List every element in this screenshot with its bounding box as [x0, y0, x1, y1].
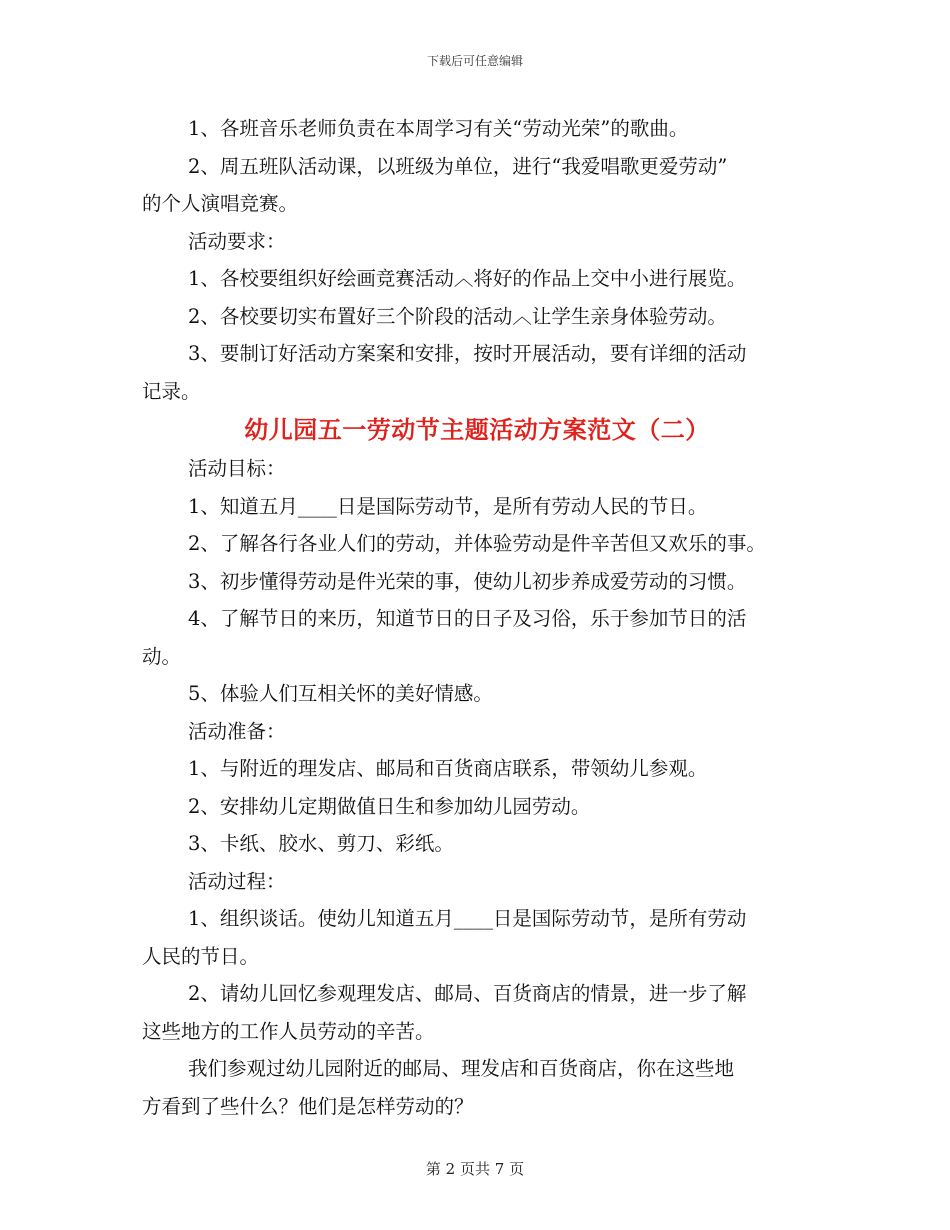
paragraph-continuation: 的个人演唱竞赛。: [142, 192, 299, 215]
section-label: 活动过程：: [188, 869, 286, 893]
paragraph: 3、要制订好活动方案案和安排，按时开展活动，要有详细的活动: [188, 342, 747, 365]
paragraph: 4、了解节日的来历，知道节日的日子及习俗，乐于参加节日的活: [188, 607, 747, 630]
paragraph: 2、各校要切实布置好三个阶段的活动︿让学生亲身体验劳动。: [188, 304, 727, 328]
paragraph-continuation: 方看到了些什么？他们是怎样劳动的？: [142, 1094, 474, 1118]
page-header: 下载后可任意编辑: [426, 54, 523, 68]
document-body: [142, 110, 822, 1125]
paragraph: 2、安排幼儿定期做值日生和参加幼儿园劳动。: [188, 794, 591, 818]
paragraph-continuation: 记录。: [142, 379, 201, 403]
page-footer: 第 2 页共 7 页: [425, 1160, 525, 1178]
section-label: 活动目标：: [188, 457, 286, 480]
paragraph: 1、与附近的理发店、邮局和百货商店联系，带领幼儿参观。: [188, 757, 708, 780]
paragraph: 2、周五班队活动课，以班级为单位，进行“我爱唱歌更爱劳动”: [188, 154, 728, 178]
section-title: 幼儿园五一劳动节主题活动方案范文（二）: [244, 415, 710, 444]
paragraph: 3、卡纸、胶水、剪刀、彩纸。: [188, 832, 454, 855]
section-label: 活动准备：: [188, 719, 286, 743]
paragraph-continuation: 人民的节日。: [142, 944, 260, 968]
section-label: 活动要求：: [188, 229, 286, 253]
paragraph: 1、各校要组织好绘画竞赛活动︿将好的作品上交中小进行展览。: [188, 267, 747, 290]
paragraph: 2、请幼儿回忆参观理发店、邮局、百货商店的情景，进一步了解: [188, 982, 747, 1005]
paragraph: 1、知道五月____日是国际劳动节，是所有劳动人民的节日。: [188, 494, 708, 518]
paragraph: 2、了解各行各业人们的劳动，并体验劳动是件辛苦但又欢乐的事。: [188, 532, 766, 555]
paragraph: 3、初步懂得劳动是件光荣的事，使幼儿初步养成爱劳动的习惯。: [188, 569, 747, 593]
paragraph: 我们参观过幼儿园附近的邮局、理发店和百货商店，你在这些地: [188, 1057, 735, 1080]
paragraph: 1、组织谈话。使幼儿知道五月____日是国际劳动节，是所有劳动: [188, 907, 747, 930]
paragraph: 5、体验人们互相关怀的美好情感。: [188, 682, 493, 705]
paragraph-continuation: 动。: [142, 644, 182, 668]
paragraph: 1、各班音乐老师负责在本周学习有关“劳动光荣”的歌曲。: [188, 117, 689, 140]
paragraph-continuation: 这些地方的工作人员劳动的辛苦。: [142, 1019, 435, 1043]
